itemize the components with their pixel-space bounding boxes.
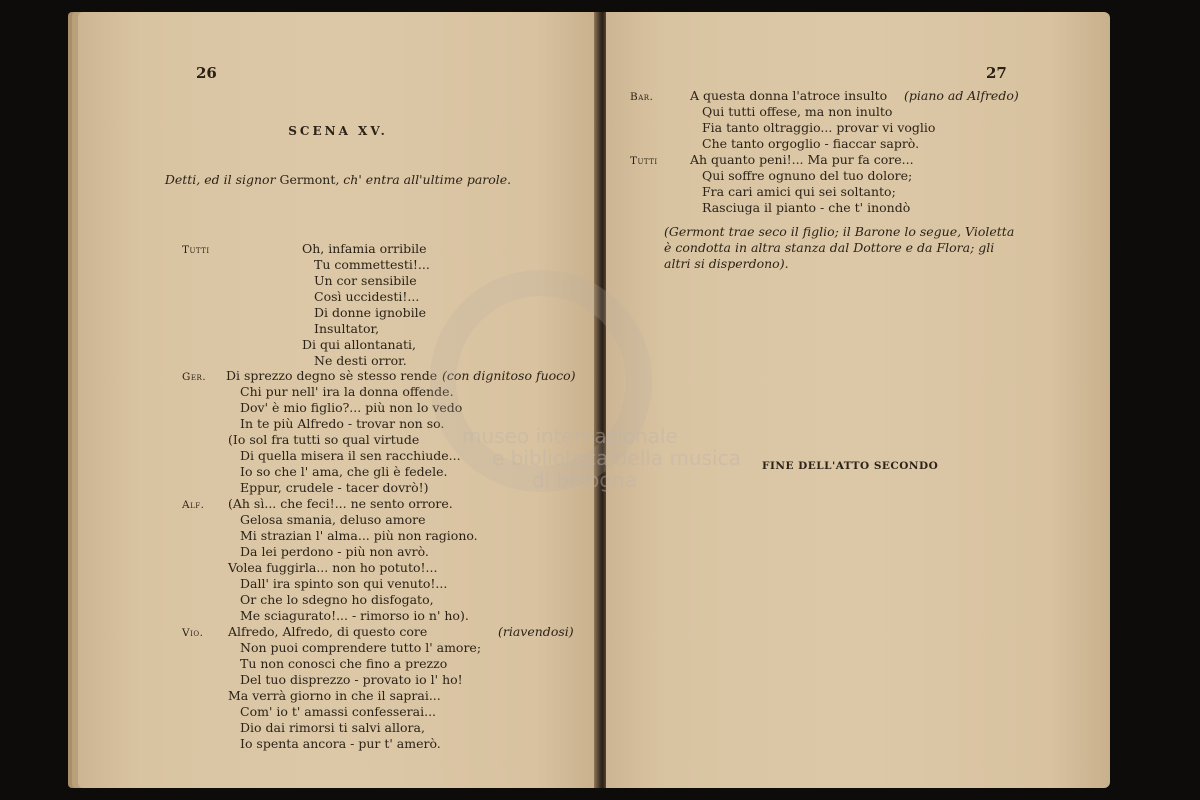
- closing-stage-direction: [664, 224, 1014, 272]
- scene-title: SCENA XV.: [288, 124, 388, 138]
- speaker-vio: Vio.: [182, 627, 204, 639]
- speaker-ger: Ger.: [182, 371, 207, 383]
- verse-line: Di sprezzo degno sè stesso rende: [226, 368, 438, 383]
- verse-line: A questa donna l'atroce insulto: [690, 88, 888, 103]
- stage-direction-part1: Detti, ed il signor: [164, 172, 280, 187]
- verse-line: Qui soffre ognuno del tuo dolore;: [702, 168, 913, 183]
- stage-direction: (con dignitoso fuoco): [442, 368, 576, 383]
- verse-line: Tu non conosci che fino a prezzo: [240, 656, 448, 671]
- watermark-line: museo internazionale: [462, 424, 678, 448]
- end-of-act-label: FINE DELL'ATTO SECONDO: [762, 460, 939, 472]
- verse-line: Volea fuggirla... non ho potuto!...: [228, 560, 438, 575]
- stage-direction: (piano ad Alfredo): [904, 88, 1019, 103]
- verse-line: Dio dai rimorsi ti salvi allora,: [240, 720, 425, 735]
- right-page: [606, 12, 1110, 788]
- verse-line: Tu commettesti!...: [314, 257, 430, 272]
- stage-direction-line: (Germont trae seco il figlio; il Barone lo segue, Violetta: [664, 224, 1015, 239]
- verse-line: Io so che l' ama, che gli è fedele.: [240, 464, 448, 479]
- verse-line: Mi strazian l' alma... più non ragiono.: [240, 528, 478, 543]
- verse-line: Ah quanto peni!... Ma pur fa core...: [690, 152, 914, 167]
- watermark-line: e biblioteca della musica: [492, 446, 741, 470]
- verse-line: Chi pur nell' ira la donna offende.: [240, 384, 454, 399]
- verse-line: Oh, infamia orribile: [302, 241, 427, 256]
- stage-direction: (riavendosi): [498, 624, 574, 639]
- verse-line: Di qui allontanati,: [302, 337, 417, 352]
- verse-line: Rasciuga il pianto - che t' inondò: [702, 200, 911, 215]
- verse-line: Gelosa smania, deluso amore: [240, 512, 426, 527]
- stage-direction-line: è condotta in altra stanza dal Dottore e da Flora; gli: [664, 240, 995, 255]
- speaker-alf: Alf.: [182, 499, 205, 511]
- verse-line: Qui tutti offese, ma non inulto: [702, 104, 893, 119]
- scene-stage-direction: [78, 172, 598, 187]
- verse-line: Fia tanto oltraggio... provar vi voglio: [702, 120, 936, 135]
- speaker-tutti: Tutti: [182, 244, 210, 256]
- verse-line: Insultator,: [314, 321, 380, 336]
- page-number: 26: [196, 64, 217, 82]
- verse-line: Ne desti orror.: [314, 353, 407, 368]
- verse-line: Così uccidesti!...: [314, 289, 420, 304]
- speaker-bar: Bar.: [630, 91, 654, 103]
- verse-line: Eppur, crudele - tacer dovrò!): [240, 480, 429, 495]
- verse-line: Che tanto orgoglio - fiaccar saprò.: [702, 136, 920, 151]
- page-number: 27: [986, 64, 1007, 82]
- verse-line: Io spenta ancora - pur t' amerò.: [240, 736, 441, 751]
- verse-line: Da lei perdono - più non avrò.: [240, 544, 429, 559]
- verse-line: Or che lo sdegno ho disfogato,: [240, 592, 434, 607]
- verse-line: Fra cari amici qui sei soltanto;: [702, 184, 896, 199]
- verse-line: Com' io t' amassi confesserai...: [240, 704, 437, 719]
- verse-line: Ma verrà giorno in che il saprai...: [228, 688, 441, 703]
- watermark: [462, 425, 802, 491]
- verse-line: Del tuo disprezzo - provato io l' ho!: [240, 672, 463, 687]
- verse-line: (Io sol fra tutti so qual virtude: [228, 432, 420, 447]
- verse-line: Dov' è mio figlio?... più non lo vedo: [240, 400, 463, 415]
- watermark-line: di bologna: [532, 468, 637, 492]
- verse-line: Alfredo, Alfredo, di questo core: [228, 624, 428, 639]
- verse-line: (Ah sì... che feci!... ne sento orrore.: [228, 496, 453, 511]
- verse-line: Me sciagurato!... - rimorso io n' ho).: [240, 608, 469, 623]
- verse-line: Un cor sensibile: [314, 273, 417, 288]
- verse-line: Non puoi comprendere tutto l' amore;: [240, 640, 482, 655]
- stage-direction-name: Germont: [279, 172, 336, 187]
- verse-line: In te più Alfredo - trovar non so.: [240, 416, 445, 431]
- verse-line: Di donne ignobile: [314, 305, 426, 320]
- speaker-tutti: Tutti: [630, 155, 658, 167]
- verse-line: Di quella misera il sen racchiude...: [240, 448, 461, 463]
- stage-direction-line: altri si disperdono).: [664, 256, 789, 271]
- verse-line: Dall' ira spinto son qui venuto!...: [240, 576, 448, 591]
- stage-direction-part2: , ch' entra all'ultime parole.: [335, 172, 512, 187]
